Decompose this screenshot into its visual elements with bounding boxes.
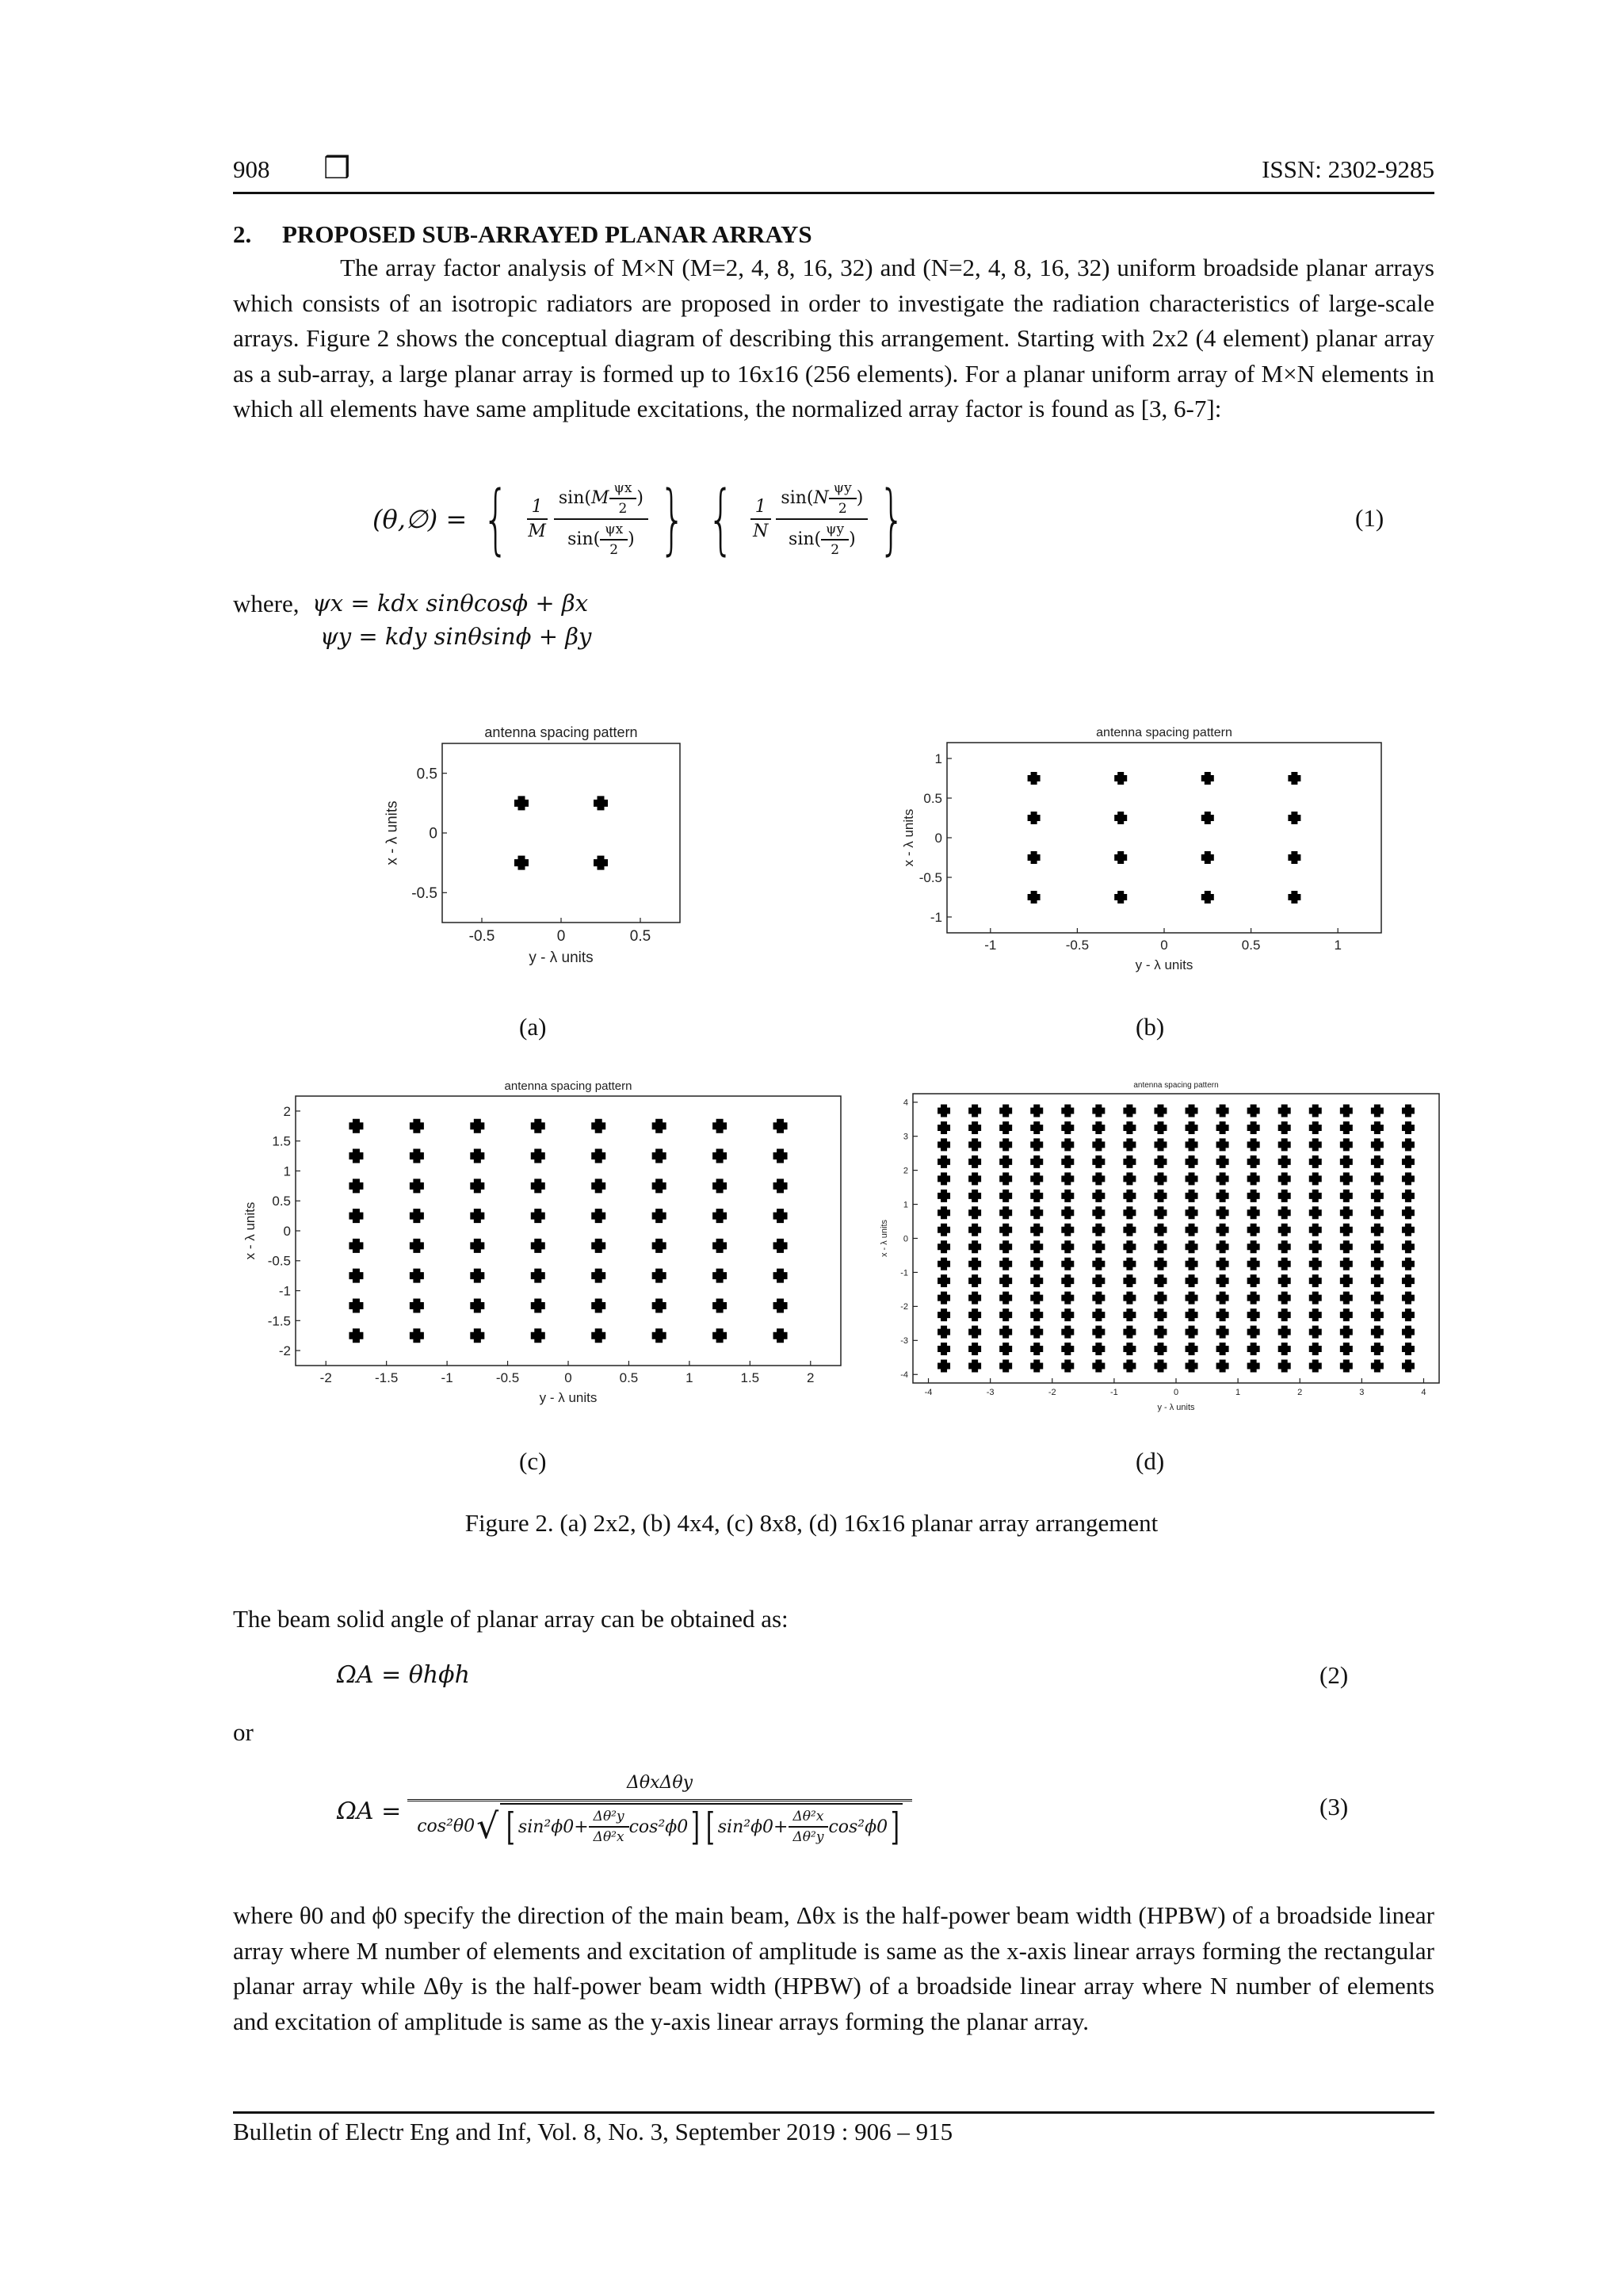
x-axis-label: y - λ units [529,949,594,966]
x-tick-label: 0.5 [619,1370,639,1385]
page-number: 908 [233,155,270,183]
chart-title: antenna spacing pattern [504,1079,632,1093]
x-tick-label: 1 [1235,1388,1241,1397]
x-tick-label: 2 [807,1370,815,1385]
x-tick-label: 2 [1297,1388,1303,1397]
y-tick-label: -2 [278,1343,291,1359]
eq1-N-c: N [813,488,829,508]
psi-x-definition: ψx = kdx sinθcosϕ + βx [312,590,589,617]
eq3-numerator: ΔθxΔθy [407,1773,912,1801]
eq1-one-m: 1 [527,497,548,520]
x-tick-label: 0.5 [629,928,651,945]
x-tick-label: 3 [1359,1388,1365,1397]
eq1-lhs: (θ,∅) = [372,504,468,534]
header-rule [233,192,1434,194]
x-tick-label: -0.5 [468,928,495,945]
x-tick-label: -0.5 [495,1370,520,1385]
chart-a-2x2 [372,705,697,975]
y-axis-label: x - λ units [880,1219,889,1258]
x-tick-label: -0.5 [1065,938,1090,953]
y-tick-label: -1 [900,1268,908,1278]
eq1-psiy-c: ψy [829,480,857,499]
plot-frame [442,743,680,923]
or-word: or [233,1718,254,1746]
plot-frame [913,1094,1439,1383]
plot-frame [947,743,1381,933]
y-axis-label: x - λ units [901,808,916,867]
y-tick-label: -0.5 [267,1253,291,1269]
x-tick-label: -3 [986,1388,995,1397]
footer-text: Bulletin of Electr Eng and Inf, Vol. 8, No. 3, September 2019 : 906 – 915 [233,2118,953,2145]
chart-title: antenna spacing pattern [1096,726,1232,739]
figure-caption: Figure 2. (a) 2x2, (b) 4x4, (c) 8x8, (d) 16x16 planar array arrangement [464,1509,1159,1537]
eq1-N: N [753,521,769,541]
y-tick-label: 0 [934,830,942,846]
y-tick-label: -4 [900,1370,908,1381]
y-tick-label: -1 [278,1283,291,1299]
eq3-frac2-den: Δθ²y [792,1829,824,1845]
eq3-frac1-den: Δθ²x [593,1829,624,1845]
y-axis-label: x - λ units [242,1201,258,1260]
y-tick-label: 1 [283,1163,291,1179]
y-tick-label: -0.5 [918,869,942,885]
equation-3: ΩA = ΔθxΔθy cos²θ0 √ [ sin²ϕ0+ $\frac{\text{Δθ²y}}{\text{Δθ²x}}$ cos²ϕ0 ] [ sin²ϕ0+ $\frac{\text{Δθ²x}}{\text{Δθ²y}}$ cos²ϕ0 ] [337,1767,907,1855]
plot-frame [296,1096,841,1366]
eq1-M: M [528,521,546,541]
y-tick-label: 2 [903,1166,908,1176]
x-tick-label: -2 [1048,1388,1056,1397]
eq1-psix-b: ψx [600,521,628,541]
y-tick-label: -2 [900,1302,908,1312]
x-tick-label: 1 [685,1370,693,1385]
x-tick-label: 0 [1160,938,1168,953]
eq1-one-n: 1 [750,497,771,520]
sub-label-d: (d) [1136,1447,1165,1475]
y-tick-label: 1 [934,751,942,766]
x-tick-label: -1 [1109,1388,1118,1397]
y-axis-label: x - λ units [384,800,401,865]
eq1-M-a: M [590,488,609,508]
eq1-sin-c: sin [781,488,807,508]
eq1-two-b: 2 [609,542,619,558]
x-axis-label: y - λ units [539,1390,598,1405]
y-tick-label: -1 [930,909,942,925]
sub-label-c: (c) [519,1447,547,1475]
equation-1: (θ,∅) = { $\frac{1}{M}$ sin(M $\frac{\psi x}{2}$ ) sin( $\frac{\psi x}{2}$ ) } { $\frac{1}{N}$ sin(N $\frac{\psi y}{2}$ ) sin( $\frac{\psi y}{2}$ ) } [372,475,906,563]
y-tick-label: 0 [903,1234,908,1244]
x-tick-label: 0 [1173,1388,1179,1397]
eq1-psiy-d: ψy [821,521,849,541]
y-tick-label: 3 [903,1132,908,1142]
eq3-frac2-num: Δθ²x [789,1809,829,1828]
eq3-number: (3) [1319,1793,1349,1820]
eq1-sin-b: sin [567,529,594,549]
y-tick-label: 0.5 [272,1194,291,1209]
y-tick-label: 2 [283,1103,291,1119]
sub-label-b: (b) [1136,1013,1165,1041]
eq1-sin-d: sin [789,529,815,549]
eq1-psix-a: ψx [609,480,637,499]
y-tick-label: 0 [283,1223,291,1239]
eq1-number: (1) [1355,504,1384,532]
box-icon: ❒ [323,151,351,185]
chart-title: antenna spacing pattern [484,724,638,740]
x-tick-label: -1 [441,1370,453,1385]
y-tick-label: 0.5 [416,766,437,783]
intro-paragraph: The array factor analysis of M×N (M=2, 4, 8, 16, 32) and (N=2, 4, 8, 16, 32) uniform broadside planar arrays which consists of an isotropic radiators are proposed in order to investigate the radiation characteristics of large-scale arrays. Figure 2 shows the conceptual diagram of describing this arrangement. Starting with 2x2 (4 element) planar array as a sub-array, a large planar array is formed up to 16x16 (256 elements). For a planar uniform array of M×N elements in which all elements have same amplitude excitations, the normalized array factor is found as [3, 6-7]: [233,254,1434,423]
y-tick-label: 4 [903,1098,908,1108]
x-tick-label: 4 [1421,1388,1426,1397]
eq3-lhs: ΩA = [337,1797,402,1825]
x-tick-label: -4 [924,1388,933,1397]
eq1-two-c: 2 [838,501,847,517]
y-tick-label: 0.5 [923,790,942,806]
x-tick-label: -1.5 [375,1370,399,1385]
where-prefix: where, [233,590,300,617]
eq3-sin-phi-1: sin²ϕ0+ [517,1817,589,1837]
y-tick-label: -3 [900,1336,908,1347]
y-tick-label: 0 [429,825,437,842]
x-tick-label: 0 [556,928,566,945]
y-tick-label: -0.5 [411,884,437,902]
chart-c-8x8 [234,1074,848,1419]
issn: ISSN: 2302-9285 [1262,155,1434,183]
y-tick-label: -1.5 [267,1313,291,1329]
footer-rule [233,2111,1434,2114]
x-tick-label: 0.5 [1241,938,1261,953]
y-tick-label: 1.5 [272,1133,291,1149]
eq3-sin-phi-2: sin²ϕ0+ [717,1817,789,1837]
chart-title: antenna spacing pattern [1133,1081,1219,1090]
sub-label-a: (a) [519,1013,547,1041]
x-tick-label: 0 [564,1370,572,1385]
beam-intro: The beam solid angle of planar array can be obtained as: [233,1605,789,1633]
x-tick-label: -2 [319,1370,332,1385]
chart-b-4x4 [899,717,1391,987]
eq3-cos-phi-1: cos²ϕ0 [628,1817,689,1837]
equation-2: ΩA = θhϕh [337,1661,470,1689]
psi-y-definition: ψy = kdy sinθsinϕ + βy [320,623,592,650]
eq2-number: (2) [1319,1661,1349,1689]
y-tick-label: 1 [903,1200,908,1210]
eq3-cos-theta: cos²θ0 [417,1816,475,1836]
eq3-cos-phi-2: cos²ϕ0 [828,1817,888,1837]
beam-paragraph: where θ0 and ϕ0 specify the direction of the main beam, Δθx is the half-power beam width (HPBW) of a broadside linear array where M number of elements and excitation of amplitude is same as the x-axis linear arrays forming the rectangular planar array while Δθy is the half-power beam width (HPBW) of a broadside linear array where N number of elements and excitation of amplitude is same as the y-axis linear arrays forming the planar array. [233,1901,1434,2035]
x-axis-label: y - λ units [1157,1403,1195,1412]
eq3-frac1-num: Δθ²y [589,1809,629,1828]
x-tick-label: -1 [984,938,997,953]
x-tick-label: 1 [1334,938,1342,953]
x-tick-label: 1.5 [740,1370,760,1385]
eq1-sin-a: sin [558,488,585,508]
chart-d-16x16 [878,1078,1449,1415]
section-heading: 2. PROPOSED SUB-ARRAYED PLANAR ARRAYS [233,220,812,248]
eq1-two-a: 2 [618,501,628,517]
eq1-two-d: 2 [831,542,840,558]
x-axis-label: y - λ units [1135,957,1193,972]
